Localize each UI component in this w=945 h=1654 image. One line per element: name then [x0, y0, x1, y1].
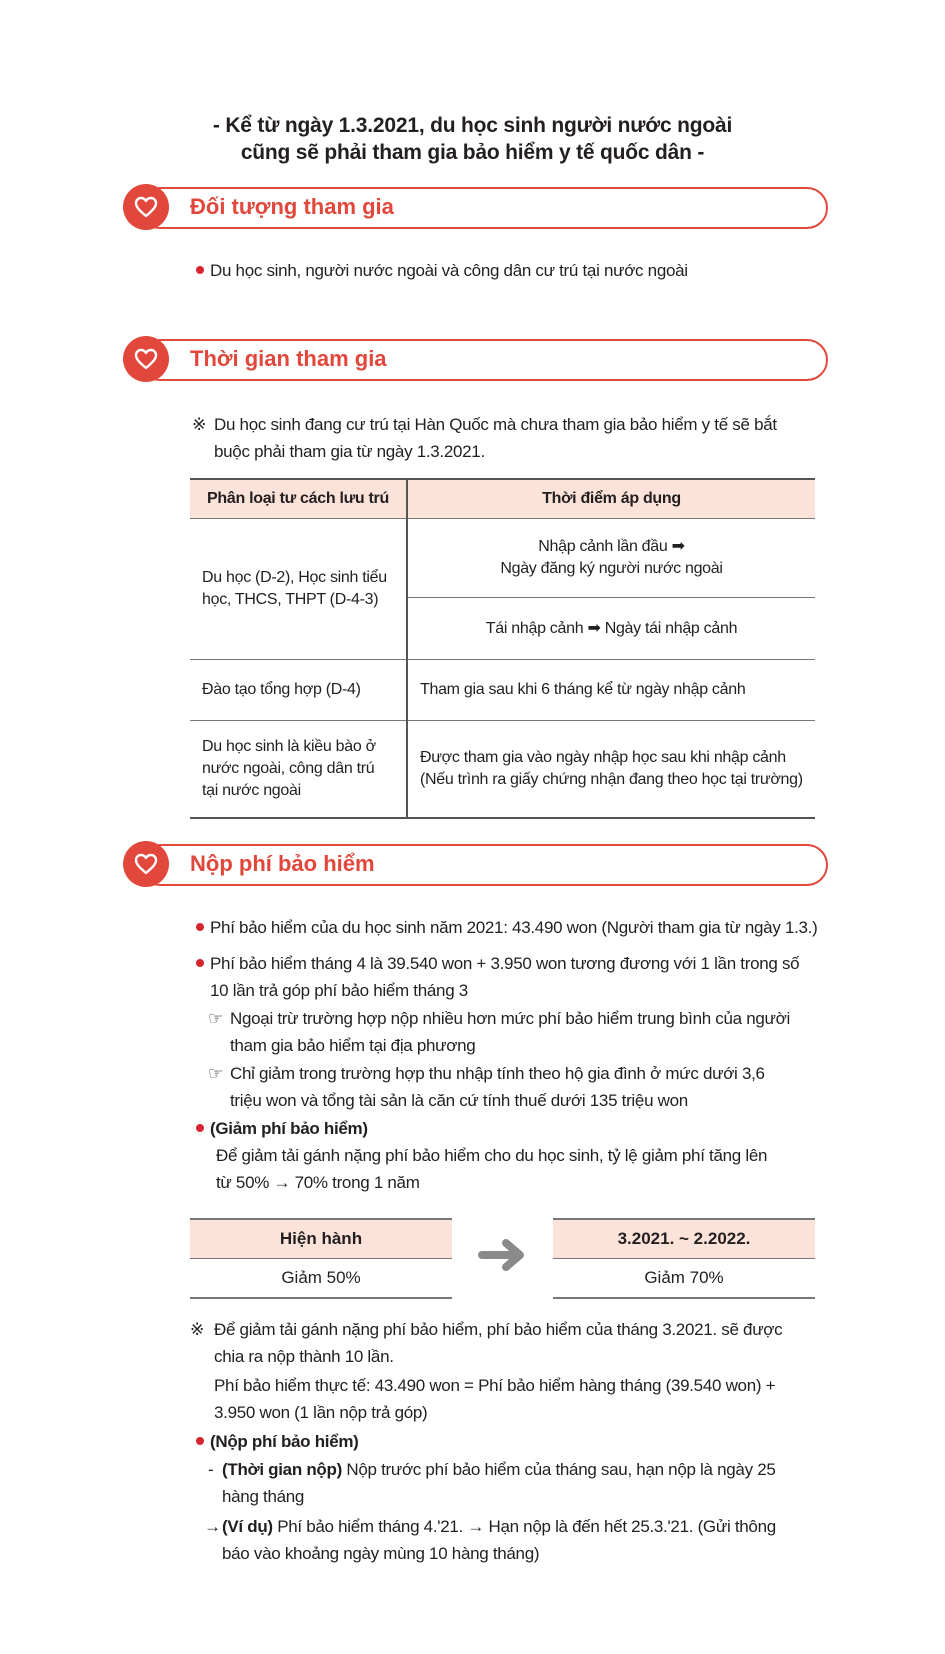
installment-note-line-4: 3.950 won (1 lần nộp trả góp): [214, 1403, 428, 1422]
fee-april-line-1: Phí bảo hiểm tháng 4 là 39.540 won + 3.950 won tương đương với 1 lần trong số: [210, 954, 800, 973]
pointing-hand-icon: ☞: [208, 1009, 224, 1028]
bullet-dot: [196, 266, 204, 274]
reduction-line-1: Để giảm tải gánh nặng phí bảo hiểm cho du học sinh, tỷ lệ giảm phí tăng lên: [216, 1146, 768, 1165]
table-cell-category: Đào tạo tổng hợp (D-4): [190, 660, 407, 721]
heart-badge: [123, 336, 169, 382]
participants-text: Du học sinh, người nước ngoài và công dân cư trú tại nước ngoài: [210, 261, 688, 280]
heart-icon: [134, 348, 158, 370]
table-row: [190, 721, 815, 819]
table-cell-time: [407, 519, 815, 598]
table-cell-category: Du học (D-2), Học sinh tiểu học, THCS, THPT (D-4-3): [190, 519, 407, 660]
timing-note-line-2: buộc phải tham gia từ ngày 1.3.2021.: [214, 442, 485, 461]
new-rate-header: 3.2021. ~ 2.2022.: [553, 1218, 815, 1259]
section-header-timing: [123, 336, 828, 382]
reduction-line-2: từ 50% → 70% trong 1 năm: [216, 1173, 420, 1192]
heart-icon: [134, 853, 158, 875]
income-condition-line-2: triệu won và tổng tài sản là căn cứ tính thuế dưới 135 triệu won: [230, 1091, 688, 1110]
dash-mark: -: [208, 1460, 214, 1479]
example-line-2: báo vào khoảng ngày mùng 10 hàng tháng): [222, 1544, 540, 1563]
payment-period-label: (Thời gian nộp): [222, 1460, 342, 1479]
installment-note-line-3: Phí bảo hiểm thực tế: 43.490 won = Phí bảo hiểm hàng tháng (39.540 won) +: [214, 1376, 776, 1395]
installment-note-line-1: Để giảm tải gánh nặng phí bảo hiểm, phí bảo hiểm của tháng 3.2021. sẽ được: [214, 1320, 783, 1339]
table-header-cell: Phân loại tư cách lưu trú: [190, 479, 407, 519]
bullet-dot: [196, 1124, 204, 1132]
payment-period-text: Nộp trước phí bảo hiểm của tháng sau, hạn nộp là ngày 25: [341, 1460, 776, 1479]
current-rate-header: Hiện hành: [190, 1218, 452, 1259]
table-row: [190, 660, 815, 721]
section-header-fees: [123, 841, 828, 887]
heart-icon: [134, 196, 158, 218]
heart-badge: [123, 841, 169, 887]
exception-line-1: Ngoại trừ trường hợp nộp nhiều hơn mức phí bảo hiểm trung bình của người: [230, 1009, 790, 1028]
note-mark: ※: [190, 1320, 205, 1339]
section-title: Đối tượng tham gia: [190, 194, 394, 219]
example-label: (Ví dụ): [222, 1517, 273, 1536]
title-line-1: - Kể từ ngày 1.3.2021, du học sinh người nước ngoài: [212, 114, 733, 137]
table-header-cell: Thời điểm áp dụng: [407, 479, 815, 519]
heart-badge: [123, 184, 169, 230]
bullet-dot: [196, 1437, 204, 1445]
bullet-dot: [196, 923, 204, 931]
title-line-2: cũng sẽ phải tham gia bảo hiểm y tế quốc dân -: [240, 141, 705, 164]
table-cell-category: Du học sinh là kiều bào ở nước ngoài, công dân trú tại nước ngoài: [190, 721, 407, 819]
exception-line-2: tham gia bảo hiểm tại địa phương: [230, 1036, 476, 1055]
table-header-row: [190, 479, 815, 519]
time-line: Ngày đăng ký người nước ngoài: [500, 560, 723, 578]
table-row: [190, 519, 815, 598]
pointing-hand-icon: ☞: [208, 1064, 224, 1083]
new-rate-box: [553, 1218, 815, 1299]
fee-2021-text: Phí bảo hiểm của du học sinh năm 2021: 43.490 won (Người tham gia từ ngày 1.3.): [210, 918, 818, 937]
page-title: [0, 112, 945, 166]
table-cell-time: Tái nhập cảnh ➡ Ngày tái nhập cảnh: [407, 598, 815, 660]
timing-note-line-1: Du học sinh đang cư trú tại Hàn Quốc mà chưa tham gia bảo hiểm y tế sẽ bắt: [214, 415, 777, 434]
example-text: Phí bảo hiểm tháng 4.'21. → Hạn nộp là đến hết 25.3.'21. (Gửi thông: [272, 1517, 776, 1536]
new-rate-value: Giảm 70%: [553, 1259, 815, 1299]
arrow-mark: →: [204, 1517, 221, 1536]
right-arrow-icon: [478, 1237, 530, 1273]
bullet-dot: [196, 959, 204, 967]
reduction-title: (Giảm phí bảo hiểm): [210, 1119, 368, 1138]
note-mark: ※: [192, 415, 207, 434]
payment-period-line-1: [222, 1456, 776, 1483]
section-header-participants: [123, 184, 828, 230]
table-cell-time: Được tham gia vào ngày nhập học sau khi nhập cảnh (Nếu trình ra giấy chứng nhận đang theo học tại trường): [407, 721, 815, 819]
installment-note-line-2: chia ra nộp thành 10 lần.: [214, 1347, 394, 1366]
current-rate-value: Giảm 50%: [190, 1259, 452, 1299]
section-title: Thời gian tham gia: [190, 346, 387, 371]
table-cell-time: Tham gia sau khi 6 tháng kể từ ngày nhập cảnh: [407, 660, 815, 721]
section-title: Nộp phí bảo hiểm: [190, 851, 375, 876]
fee-april-line-2: 10 lần trả góp phí bảo hiểm tháng 3: [210, 981, 468, 1000]
time-line: Nhập cảnh lần đầu ➡: [538, 538, 685, 556]
current-rate-box: [190, 1218, 452, 1299]
payment-period-line-2: hàng tháng: [222, 1487, 305, 1506]
payment-title: (Nộp phí bảo hiểm): [210, 1432, 359, 1451]
income-condition-line-1: Chỉ giảm trong trường hợp thu nhập tính theo hộ gia đình ở mức dưới 3,6: [230, 1064, 765, 1083]
example-line-1: [222, 1513, 776, 1540]
residence-status-table: [190, 478, 815, 819]
